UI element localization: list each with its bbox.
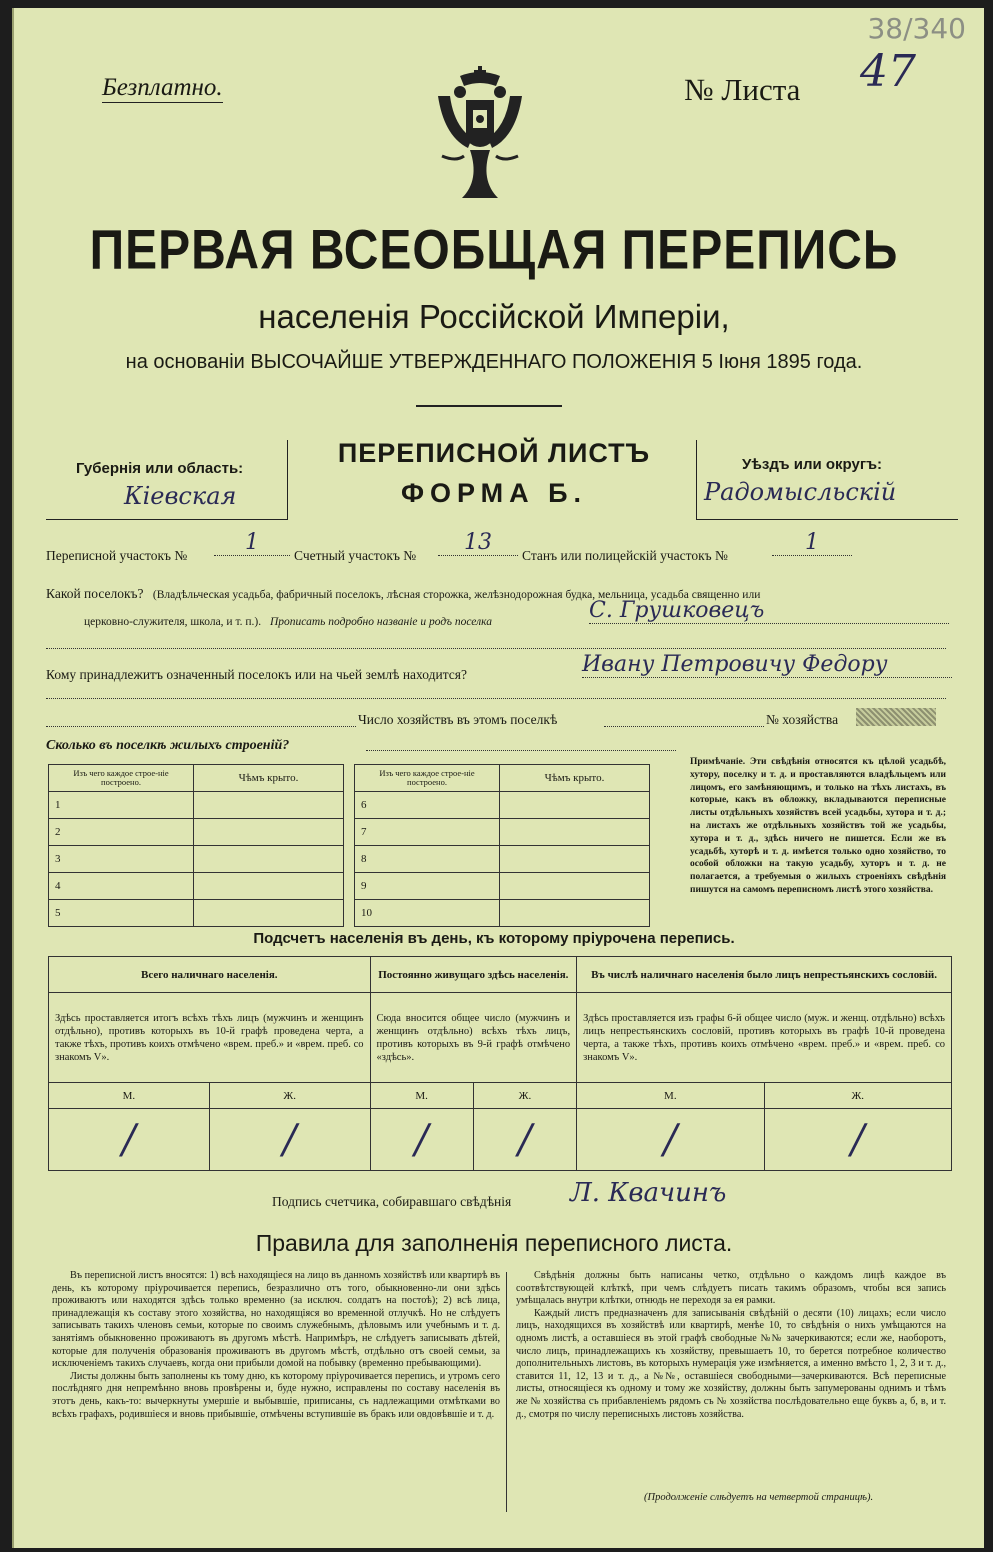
owner-label: Кому принадлежитъ означенный поселокъ или на чьей землѣ находится? — [46, 667, 467, 682]
table-cell — [194, 873, 344, 900]
owner-value: Ивану Петровичу Федору — [582, 652, 952, 678]
poselok-label: Какой поселокъ? — [46, 586, 144, 601]
table-cell — [194, 900, 344, 927]
count-cell: / — [49, 1109, 210, 1171]
column-description: Здѣсь проставляется изъ графы 6-й общее число (муж. и женщ. отдѣльно) всѣхъ лицъ непрестьянскихъ сословій, противъ которыхъ въ графѣ 10-й проведена черта, а также тѣхъ, противъ коихъ отмѣчено «врем. преб.» и «врем. преб. со знакомъ V». — [577, 993, 952, 1083]
table-cell — [500, 900, 650, 927]
free-label: Безплатно. — [102, 74, 223, 101]
table-row — [49, 792, 344, 819]
stan-label: Станъ или полицейскій участокъ № — [522, 548, 728, 563]
row-number: 10 — [355, 900, 500, 927]
column-header: Въ числѣ наличнаго населенія было лицъ непрестьянскихъ сословій. — [577, 957, 952, 993]
table-cell — [194, 792, 344, 819]
rules-left-column — [52, 1270, 500, 1421]
column-description: Здѣсь проставляется итогъ всѣхъ тѣхъ лицъ (мужчинъ и женщинъ отдѣльно), противъ которыхъ въ 10-й графѣ проведена черта, а также тѣхъ, противъ коихъ отмѣчено «врем. преб.» и «врем. преб. со знакомъ V». — [49, 993, 371, 1083]
stan-value: 1 — [772, 530, 852, 556]
document-title: ПЕРВАЯ ВСЕОБЩАЯ ПЕРЕПИСЬ — [89, 220, 899, 281]
column-header: Постоянно живущаго здѣсь населенія. — [370, 957, 577, 993]
blank-line — [46, 648, 946, 649]
rules-right-column — [516, 1270, 946, 1421]
table-row — [355, 900, 650, 927]
households-value — [604, 726, 764, 727]
signature-value: Л. Квачинъ — [570, 1178, 727, 1208]
count-cell: / — [370, 1109, 473, 1171]
male-header: М. — [577, 1083, 764, 1109]
population-section-title: Подсчетъ населенія въ день, къ которому пріурочена перепись. — [253, 930, 735, 947]
table-cell — [500, 819, 650, 846]
rules-paragraph: Листы должны быть заполнены къ тому дню, къ которому пріурочивается перепись, и утромъ сего послѣдняго дня непремѣнно вновь провѣрены и, буде нужно, исправлены по составу населенія въ этотъ день, какъ-то: вычеркнуты умершіе и выбывшіе, приписаны, съ надлежащими отмѣтками во всѣхъ графахъ, родившіеся и вновь прибывшіе, отмѣчены вступившіе въ бракъ или овдовѣвшіе и т. д. — [52, 1370, 500, 1420]
row-number: 9 — [355, 873, 500, 900]
uezd-value: Радомысльскій — [704, 478, 897, 506]
row-number: 6 — [355, 792, 500, 819]
buildings-note: Примѣчаніе. Эти свѣдѣнія относятся къ цѣлой усадьбѣ, хутору, поселку и т. д. и проставляются владѣльцемъ или лицомъ, его замѣняющимъ, и только на тѣхъ листахъ, въ которые, какъ въ обложку, вкладываются переписные листы отдѣльныхъ хозяйствъ всей усадьбы, хутора и т. д.; на листахъ же отдѣльныхъ хозяйствъ той же усадьбы, хутора и т. д., здѣсь ничего не пишется. Если же въ усадьбѣ, хуторѣ и т. д. имѣется только одно хозяйство, то особой обложки на такую усадьбу, хуторъ и т. д. не полагается, а требуемыя о жилыхъ строеніяхъ свѣдѣнія пишутся на самомъ переписномъ листѣ этого хозяйства. — [690, 757, 946, 895]
column-header: Чѣмъ крыто. — [194, 765, 344, 792]
table-row — [49, 819, 344, 846]
divider — [416, 405, 562, 407]
row-number: 4 — [49, 873, 194, 900]
perepisnoy-value: 1 — [214, 530, 290, 556]
row-number: 8 — [355, 846, 500, 873]
document-subtitle: населенія Россійской Имперіи, — [258, 298, 730, 335]
table-row — [49, 846, 344, 873]
poselok-hint-row — [84, 616, 492, 628]
female-header: Ж. — [764, 1083, 951, 1109]
signature-label: Подпись счетчика, собиравшаго свѣдѣнія — [272, 1194, 512, 1209]
household-number-label: № хозяйства — [766, 712, 839, 727]
row-number: 2 — [49, 819, 194, 846]
population-table — [48, 956, 952, 1171]
household-number-erased — [856, 708, 936, 726]
perepisnoy-label: Переписной участокъ № — [46, 548, 188, 563]
schetny-value: 13 — [438, 530, 518, 556]
legal-basis: на основаніи ВЫСОЧАЙШЕ УТВЕРЖДЕННАГО ПОЛОЖЕНІЯ 5 Іюня 1895 года. — [125, 351, 863, 373]
sheet-number-label: № Листа — [684, 72, 801, 107]
table-cell — [500, 792, 650, 819]
row-number: 7 — [355, 819, 500, 846]
households-label: Число хозяйствъ въ этомъ поселкѣ — [358, 712, 558, 727]
poselok-hint-3: Прописать подробно названіе и родъ поселка — [269, 616, 492, 628]
table-row — [355, 819, 650, 846]
rules-paragraph: Каждый листъ предназначенъ для записыванія свѣдѣній о десяти (10) лицахъ; если число лицъ, находящихся въ хозяйствѣ или квартирѣ, менѣе 10, то свѣдѣнія о нихъ умѣщаются на одномъ листѣ, а оставшіеся въ этой графѣ свободные №№ зачеркиваются; если же, наоборотъ, число лицъ, принадлежащихъ къ хозяйству, превышаетъ 10, то берется потребное количество дополнительныхъ листовъ, въ которыхъ нумерація уже измѣняется, а именно вмѣсто 1, 2, 3 и т. д., ставится 11, 12, 13 и т. д., а №№, оставшіеся свободными—зачеркиваются. Всѣ переписные листы, относящіеся къ одному и тому же хозяйству, должны быть запумерованы однимъ и тѣмъ же № хозяйства съ прибавленіемъ рядомъ съ № хозяйства послѣдовательно еще буквъ а, б, в, и т. д., смотря по числу переписныхъ листовъ хозяйства. — [516, 1307, 946, 1420]
female-header: Ж. — [473, 1083, 576, 1109]
continued-note: (Продолженіе слѣдуетъ на четвертой страницѣ). — [644, 1492, 874, 1503]
buildings-table-right — [354, 764, 650, 927]
poselok-hint-2: церковно-служителя, школа, и т. п.). — [84, 616, 262, 628]
row-number: 3 — [49, 846, 194, 873]
column-header: Чѣмъ крыто. — [500, 765, 650, 792]
column-header: Изъ чего каждое строе-ніе построено. — [355, 765, 500, 792]
buildings-label: Сколько въ поселкѣ жилыхъ строеній? — [46, 738, 290, 753]
table-cell — [194, 846, 344, 873]
column-header: Изъ чего каждое строе-ніе построено. — [49, 765, 194, 792]
column-divider — [506, 1272, 507, 1512]
male-header: М. — [370, 1083, 473, 1109]
row-number: 5 — [49, 900, 194, 927]
rules-paragraph: Въ переписной листъ вносятся: 1) всѣ находящіеся на лицо въ данномъ хозяйствѣ или квартирѣ въ день, къ которому пріурочивается перепись, безразлично отъ того, обыкновенно-ли они здѣсь проживаютъ или находятся здѣсь только временно (за исключ. солдатъ на постоѣ); 2) всѣ лица, принадлежащія къ составу этого хозяйства, но находящіяся во временной отлучкѣ. Но не слѣдуетъ записывать такихъ членовъ семьи, которые по своимъ служебнымъ, дѣловымъ или учебнымъ и т. д. занятіямъ обыкновенно проживаютъ въ другомъ мѣстѣ. Напримѣръ, не слѣдуетъ записывать дѣтей, которые для полученія образованія проживаютъ въ другомъ мѣстѣ, отдѣльно отъ своей семьи, за исключеніемъ такихъ случаевъ, когда они прибыли домой на побывку (временно пребывающими). — [52, 1270, 500, 1370]
table-cell — [500, 873, 650, 900]
table-row — [49, 900, 344, 927]
schetny-label: Счетный участокъ № — [294, 548, 417, 563]
table-row — [355, 873, 650, 900]
double-headed-eagle-emblem — [430, 66, 530, 206]
uezd-label: Уѣздъ или округъ: — [742, 456, 883, 473]
table-row — [355, 846, 650, 873]
table-cell — [194, 819, 344, 846]
archive-stamp: 38/340 — [867, 12, 966, 45]
blank-line — [366, 750, 676, 751]
rules-title: Правила для заполненія переписного листа. — [255, 1230, 733, 1256]
blank-line — [46, 698, 946, 699]
column-description: Сюда вносится общее число (мужчинъ и женщинъ отдѣльно) всѣхъ тѣхъ лицъ, противъ которыхъ въ 9-й графѣ отмѣчено «здѣсь». — [370, 993, 577, 1083]
sheet-number-value: 47 — [860, 46, 916, 97]
census-sheet — [12, 8, 984, 1548]
table-cell — [500, 846, 650, 873]
male-header: М. — [49, 1083, 210, 1109]
count-cell: / — [473, 1109, 576, 1171]
row-number: 1 — [49, 792, 194, 819]
blank-line — [46, 726, 356, 727]
form-subtitle: ФОРМА Б. — [400, 478, 588, 508]
count-cell: / — [209, 1109, 370, 1171]
form-title: ПЕРЕПИСНОЙ ЛИСТЪ — [337, 438, 651, 468]
count-cell: / — [764, 1109, 951, 1171]
female-header: Ж. — [209, 1083, 370, 1109]
table-row — [49, 873, 344, 900]
rules-paragraph: Свѣдѣнія должны быть написаны четко, отдѣльно о каждомъ лицѣ каждое въ соотвѣтствующей клѣткѣ, при чемъ слѣдуетъ писать такимъ образомъ, чтобы вся запись умѣщалась внутри клѣтки, отнюдь не переходя за ея рамки. — [516, 1270, 946, 1307]
gubernia-label: Губернія или область: — [76, 460, 244, 477]
poselok-value: С. Грушковецъ — [589, 598, 949, 624]
poselok-hint: (Владѣльческая усадьба, фабричный поселокъ, лѣсная сторожка, желѣзнодорожная будка, мельница, усадьба священно или — [152, 589, 761, 601]
gubernia-value: Кіевская — [124, 482, 237, 510]
column-header: Всего наличнаго населенія. — [49, 957, 371, 993]
table-row — [355, 792, 650, 819]
count-cell: / — [577, 1109, 764, 1171]
buildings-table-left — [48, 764, 344, 927]
